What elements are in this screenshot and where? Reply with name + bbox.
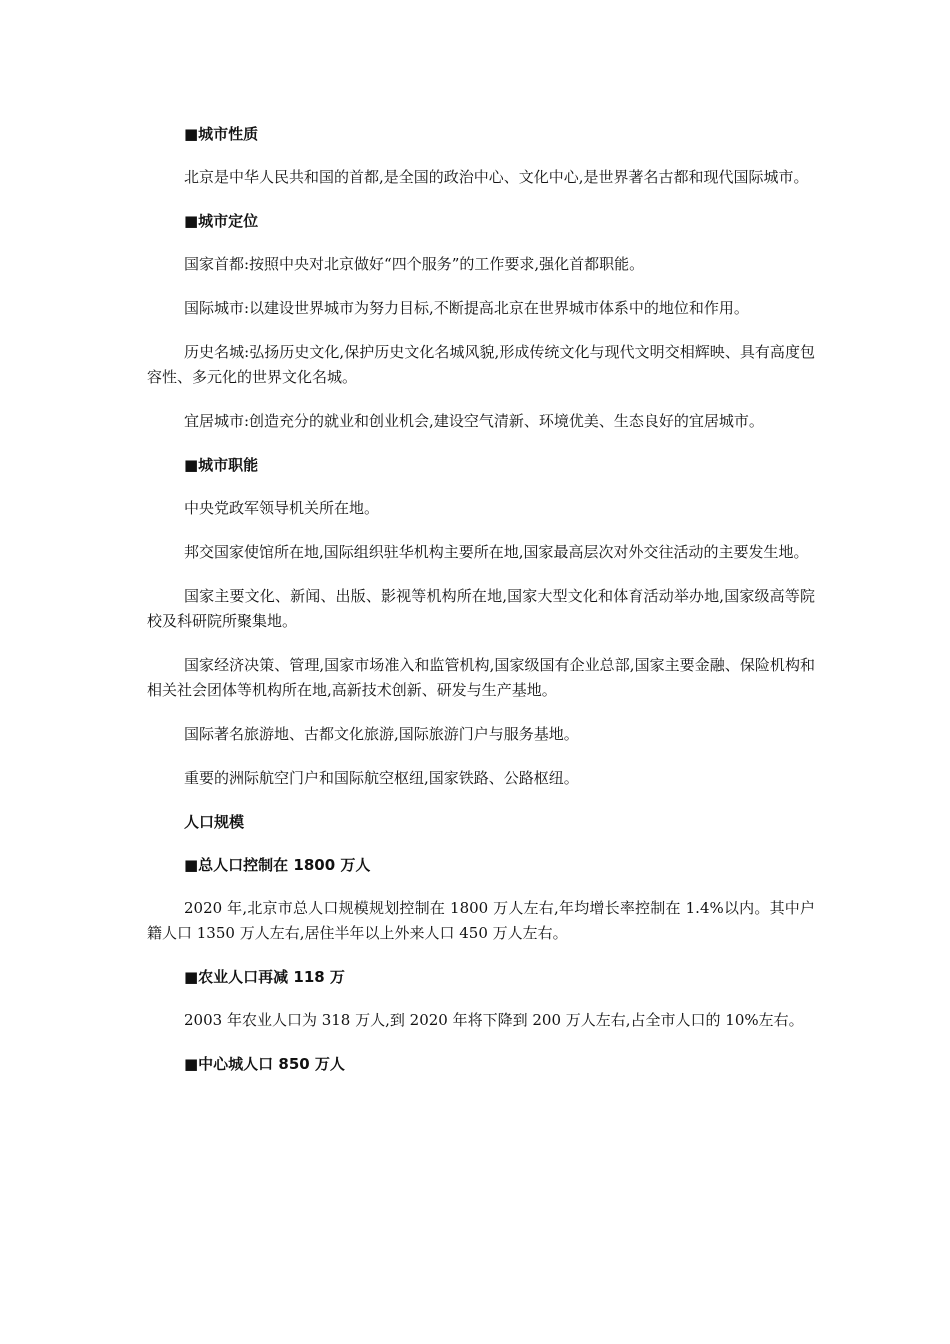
section-heading: ■总人口控制在 1800 万人 [184,856,371,874]
section-heading: ■农业人口再减 118 万 [184,968,345,986]
body-paragraph: 中央党政军领导机关所在地。 [184,499,380,517]
document-body [147,122,815,1095]
body-paragraph: 国际著名旅游地、古都文化旅游,国际旅游门户与服务基地。 [184,725,579,743]
section-heading: ■城市职能 [184,456,259,474]
body-paragraph: 重要的洲际航空门户和国际航空枢纽,国家铁路、公路枢纽。 [184,769,579,787]
body-paragraph: 2020 年,北京市总人口规模规划控制在 1800 万人左右,年均增长率控制在 1.4%以内。其中户籍人口 1350 万人左右,居住半年以上外来人口 450 万人左右。 [147,899,815,942]
section-heading: ■城市性质 [184,125,259,143]
chapter-heading: 人口规模 [184,813,245,831]
body-paragraph: 国家经济决策、管理,国家市场准入和监管机构,国家级国有企业总部,国家主要金融、保险机构和相关社会团体等机构所在地,高新技术创新、研发与生产基地。 [147,656,815,699]
body-paragraph: 国际城市:以建设世界城市为努力目标,不断提高北京在世界城市体系中的地位和作用。 [184,299,749,317]
body-paragraph: 国家首都:按照中央对北京做好“四个服务”的工作要求,强化首都职能。 [184,255,645,273]
body-paragraph: 北京是中华人民共和国的首都,是全国的政治中心、文化中心,是世界著名古都和现代国际城市。 [184,168,809,186]
section-heading: ■中心城人口 850 万人 [184,1055,345,1073]
section-heading: ■城市定位 [184,212,259,230]
body-paragraph: 历史名城:弘扬历史文化,保护历史文化名城风貌,形成传统文化与现代文明交相辉映、具有高度包容性、多元化的世界文化名城。 [147,343,815,386]
body-paragraph: 2003 年农业人口为 318 万人,到 2020 年将下降到 200 万人左右,占全市人口的 10%左右。 [184,1011,804,1029]
body-paragraph: 邦交国家使馆所在地,国际组织驻华机构主要所在地,国家最高层次对外交往活动的主要发生地。 [184,543,809,561]
body-paragraph: 国家主要文化、新闻、出版、影视等机构所在地,国家大型文化和体育活动举办地,国家级高等院校及科研院所聚集地。 [147,587,815,630]
body-paragraph: 宜居城市:创造充分的就业和创业机会,建设空气清新、环境优美、生态良好的宜居城市。 [184,412,764,430]
